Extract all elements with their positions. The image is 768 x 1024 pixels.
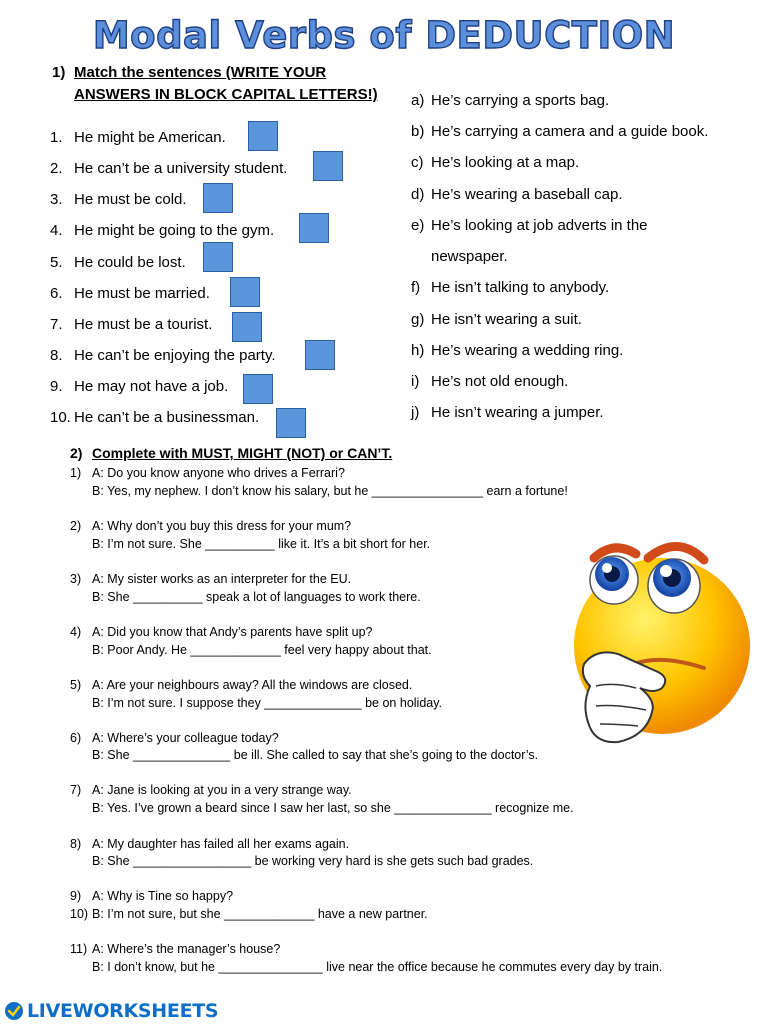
thinking-face-icon <box>566 536 756 766</box>
match-sentence: 3. He must be cold. <box>50 191 187 208</box>
match-option-continuation: newspaper. <box>431 248 508 265</box>
answer-box-9[interactable] <box>243 374 273 404</box>
section1-heading-line1: Match the sentences (WRITE YOUR <box>74 64 327 81</box>
match-option: i) He’s not old enough. <box>411 373 569 390</box>
footer-brand[interactable]: LIVEWORKSHEETS <box>27 1000 219 1022</box>
match-option: c) He’s looking at a map. <box>411 154 580 171</box>
footer <box>4 1000 218 1022</box>
section2-heading: 2) Complete with MUST, MIGHT (NOT) or CAN’T. <box>70 445 393 461</box>
answer-box-3[interactable] <box>203 183 233 213</box>
match-option: h) He’s wearing a wedding ring. <box>411 342 624 359</box>
match-option: f) He isn’t talking to anybody. <box>411 279 610 296</box>
answer-box-7[interactable] <box>232 312 262 342</box>
match-option: b) He’s carrying a camera and a guide book. <box>411 123 709 140</box>
liveworksheets-logo-icon <box>4 1001 24 1021</box>
match-sentence: 4. He might be going to the gym. <box>50 222 275 239</box>
match-sentence: 6. He must be married. <box>50 285 210 302</box>
match-option: e) He’s looking at job adverts in the <box>411 217 648 234</box>
match-sentence: 2. He can’t be a university student. <box>50 160 288 177</box>
answer-box-5[interactable] <box>203 242 233 272</box>
match-option: j) He isn’t wearing a jumper. <box>411 404 604 421</box>
match-sentence: 9. He may not have a job. <box>50 378 229 395</box>
answer-box-6[interactable] <box>230 277 260 307</box>
match-sentence: 8. He can’t be enjoying the party. <box>50 347 276 364</box>
answer-box-4[interactable] <box>299 213 329 243</box>
match-sentence: 10. He can’t be a businessman. <box>50 409 260 426</box>
match-option: g) He isn’t wearing a suit. <box>411 311 582 328</box>
match-option: d) He’s wearing a baseball cap. <box>411 186 623 203</box>
match-sentence: 5. He could be lost. <box>50 254 186 271</box>
match-sentence: 1. He might be American. <box>50 129 226 146</box>
page-title: Modal Verbs of DEDUCTION <box>92 14 676 57</box>
answer-box-8[interactable] <box>305 340 335 370</box>
answer-box-2[interactable] <box>313 151 343 181</box>
section1-heading-line2: ANSWERS IN BLOCK CAPITAL LETTERS!) <box>74 86 378 103</box>
answer-box-1[interactable] <box>248 121 278 151</box>
answer-box-10[interactable] <box>276 408 306 438</box>
section1-number: 1) <box>52 64 66 81</box>
match-option: a) He’s carrying a sports bag. <box>411 92 610 109</box>
match-sentence: 7. He must be a tourist. <box>50 316 213 333</box>
